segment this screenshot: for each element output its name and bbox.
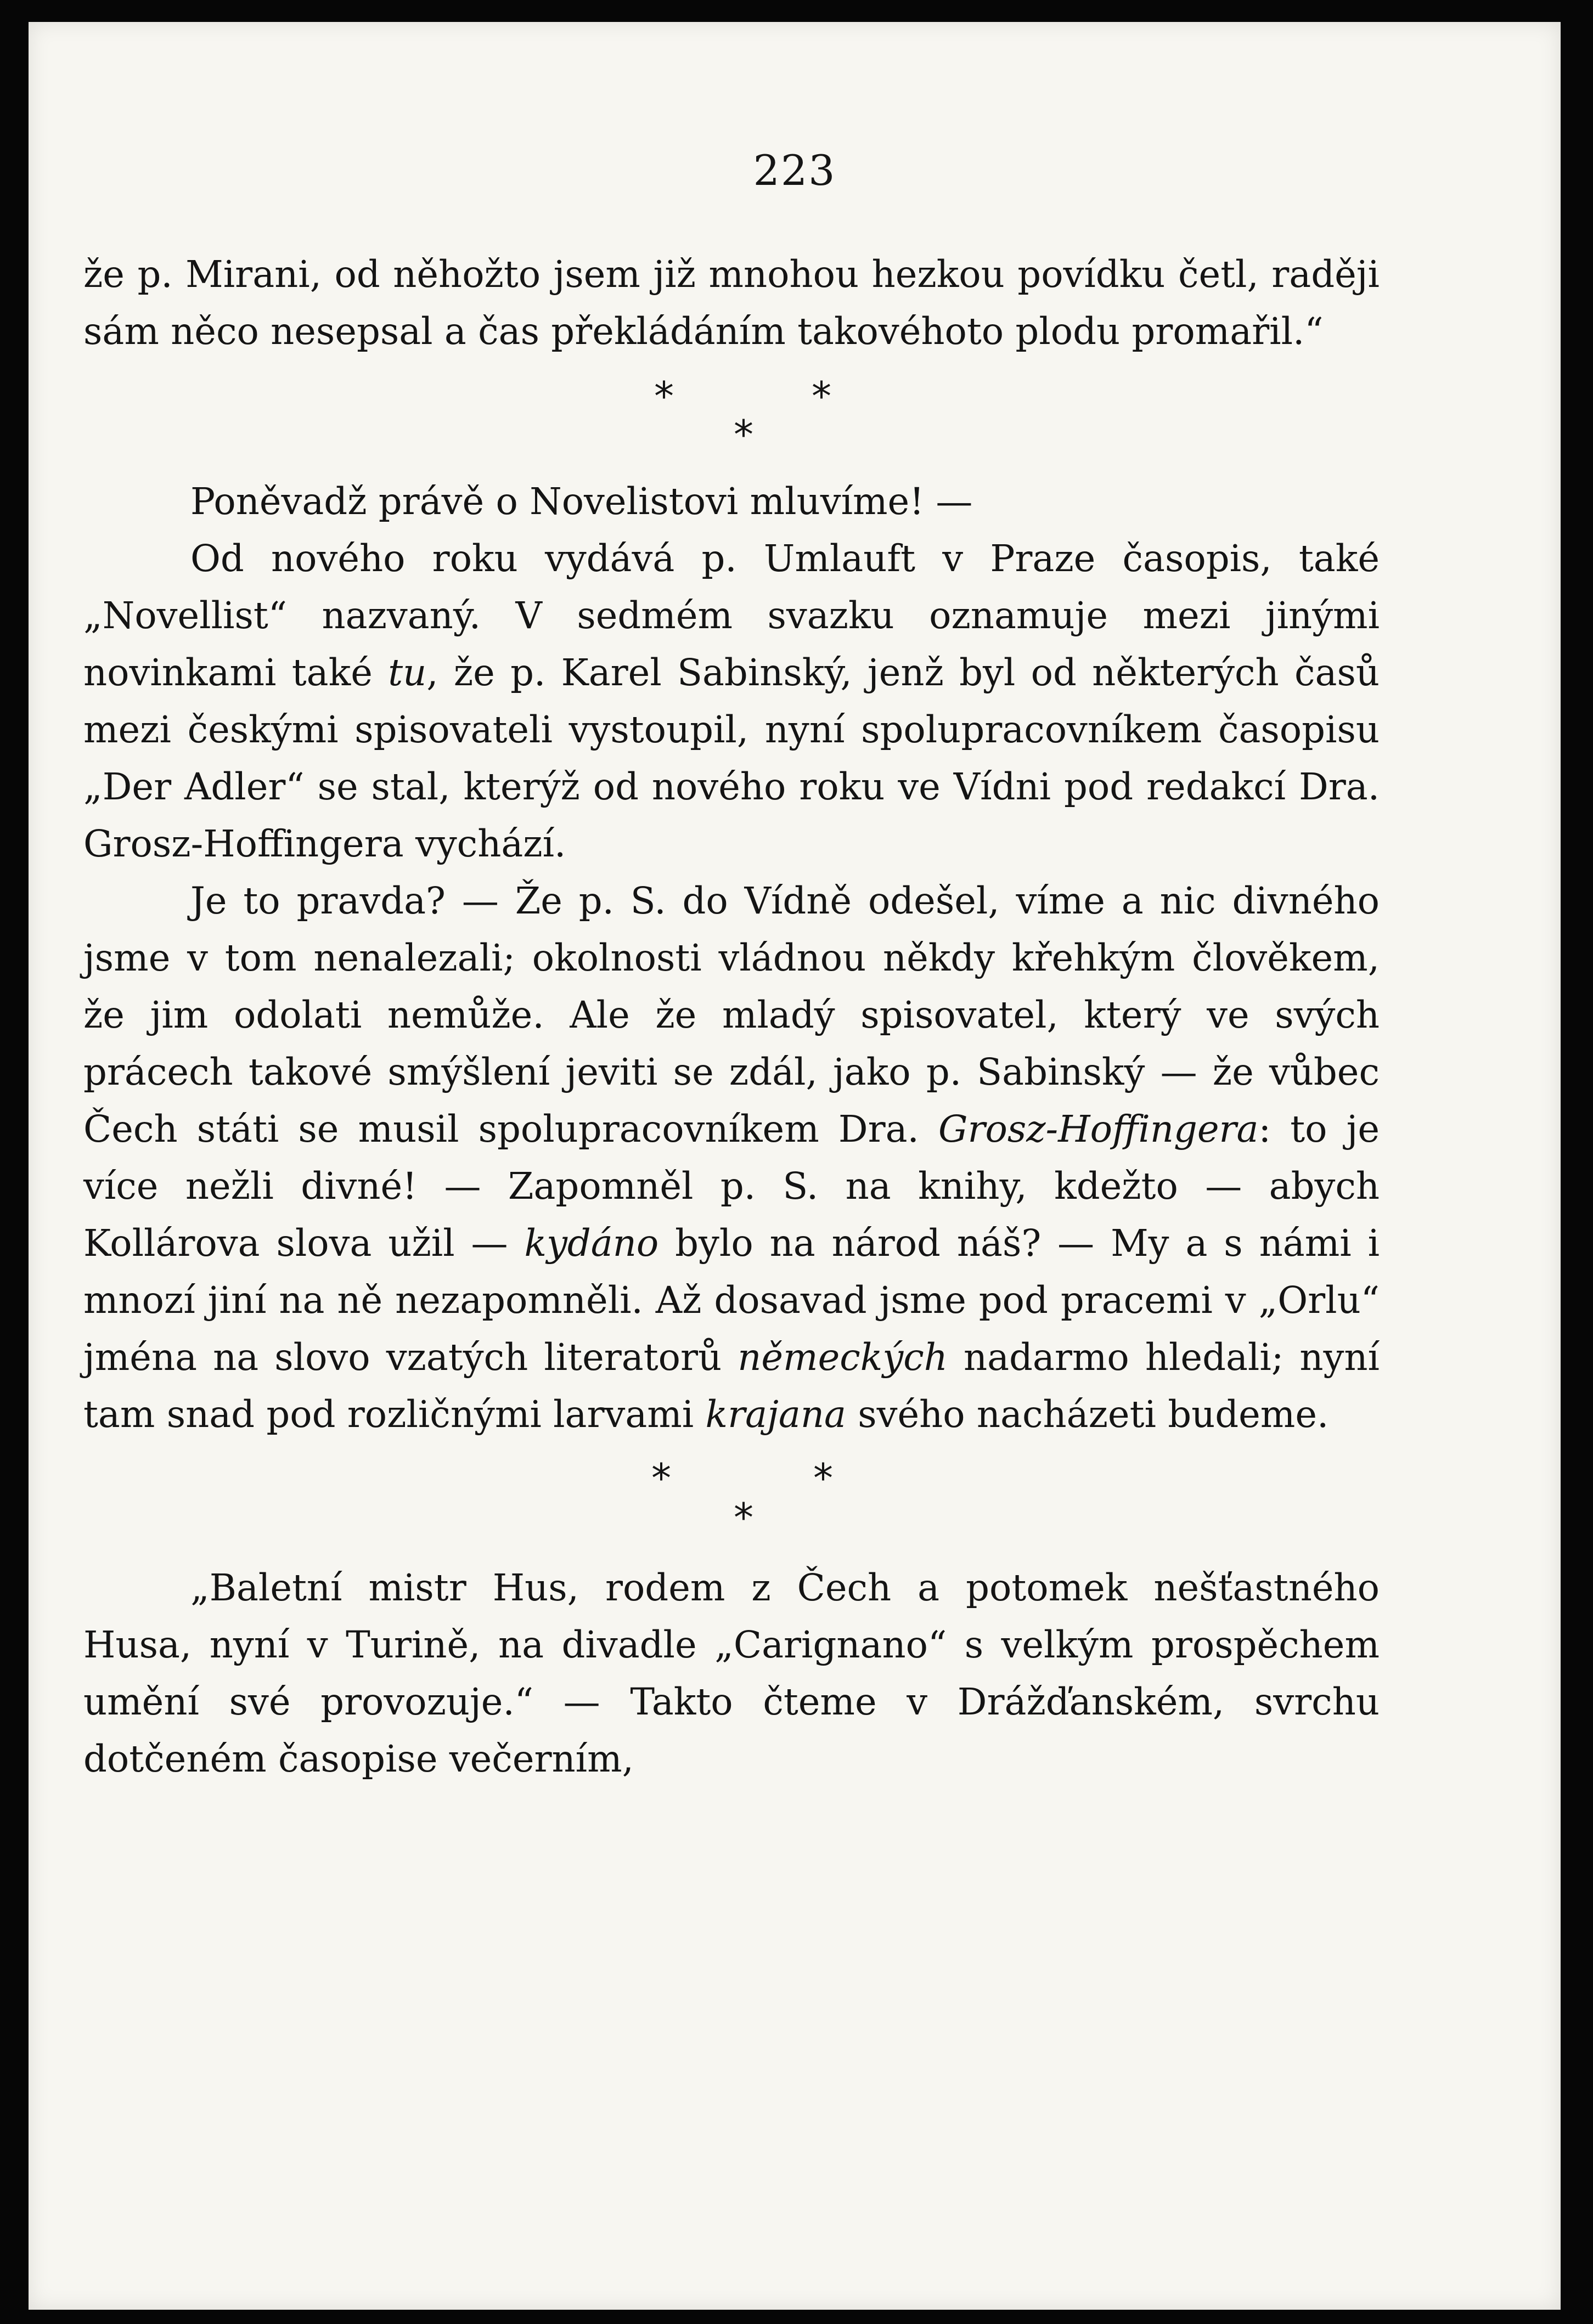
italic-text: německých <box>738 1336 948 1379</box>
page-body <box>83 246 1380 1787</box>
paragraph-question <box>83 872 1380 1443</box>
text-run: Od nového roku vydává p. Umlauft v Praze časopis, také „Novellist“ nazvaný. V sedmém svazku oznamuje mezi jinými novinkami také <box>83 537 1380 694</box>
paragraph-novelist-intro: Poněvadž právě o Novelistovi mluvíme! — <box>190 480 973 523</box>
text-run: nadarmo hledali; nyní tam snad pod rozličnými larvami <box>83 1336 1380 1436</box>
text-run: : to je více nežli divné! — Zapomněl p. S. na knihy, kdežto — abych Kollárova slova užil — <box>83 1108 1380 1265</box>
page-number: 223 <box>753 146 836 195</box>
italic-text: krajana <box>705 1393 846 1436</box>
text-run: bylo na národ náš? — My a s námi i mnozí jiní na ně nezapomněli. Až dosavad jsme pod pracemi v „Orlu“ jména na slovo vzatých literatorů <box>83 1222 1380 1379</box>
paragraph-continuation: že p. Mirani, od něhožto jsem již mnohou hezkou povídku četl, raději sám něco nesepsal a čas překládáním takovéhoto plodu promařil.“ <box>83 253 1380 353</box>
asterism-separator <box>83 1443 1380 1559</box>
paragraph-umlauft <box>83 530 1380 872</box>
asterism-star: * <box>734 1494 753 1541</box>
text-run: , že p. Karel Sabinský, jenž byl od některých časů mezi českými spisovateli vystoupil, nyní spolupracovníkem časopisu „Der Adler“ se stal, kterýž od nového roku ve Vídni pod redakcí Dra. Grosz-Hoffingera vychází. <box>83 651 1380 865</box>
asterism-separator <box>83 360 1380 473</box>
italic-text: tu <box>388 651 427 694</box>
text-run: Je to pravda? — Že p. S. do Vídně odešel, víme a nic divného jsme v tom nenalezali; okolnosti vládnou někdy křehkým člověkem, že jim odolati nemůže. Ale že mladý spisovatel, který ve svých prácech takové smýšlení jeviti se zdál, jako p. Sabinský — že vůbec Čech státi se musil spolupracovníkem Dra. <box>83 879 1380 1150</box>
asterism-star: * <box>651 1455 671 1501</box>
asterism-star: * <box>813 1455 833 1501</box>
text-run: svého nacházeti budeme. <box>846 1393 1329 1436</box>
asterism-star: * <box>654 373 674 419</box>
paragraph-ballet-master: „Baletní mistr Hus, rodem z Čech a potomek nešťastného Husa, nyní v Turině, na divadle „Carignano“ s velkým prospěchem umění své provozuje.“ — Takto čteme v Drážďanském, svrchu dotčeném časopise večerním, <box>83 1566 1380 1780</box>
italic-text: Grosz-Hoffingera <box>938 1108 1259 1150</box>
italic-text: kydáno <box>524 1222 659 1265</box>
asterism-star: * <box>812 373 831 419</box>
book-page <box>29 22 1561 2310</box>
asterism-star: * <box>734 411 753 458</box>
